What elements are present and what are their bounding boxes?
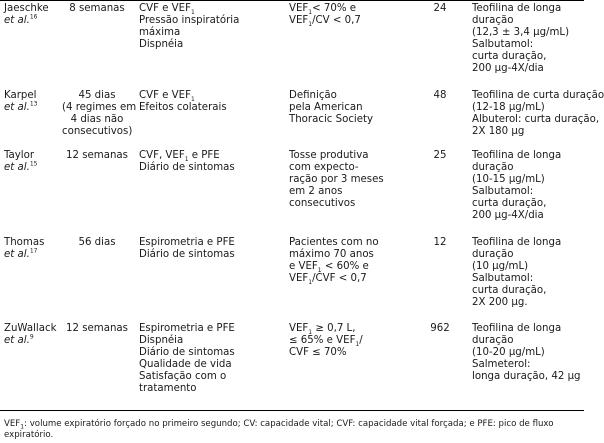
study-measures-line bbox=[139, 371, 279, 383]
inclusion-criteria-subscript: 1 bbox=[308, 9, 313, 17]
treatment-line: curta duração, bbox=[472, 51, 547, 62]
inclusion-criteria-text: ração por 3 meses bbox=[289, 174, 384, 185]
study-measures-line bbox=[139, 102, 279, 114]
inclusion-criteria-text-after: < 70% e bbox=[312, 3, 357, 14]
study-author bbox=[4, 237, 64, 261]
patient-count: 25 bbox=[433, 150, 447, 161]
inclusion-criteria-subscript: 1 bbox=[308, 279, 313, 287]
study-measures-text: Satisfação com o bbox=[139, 371, 227, 382]
study-measures-line bbox=[139, 39, 279, 51]
inclusion-criteria-text: Definição bbox=[289, 90, 337, 101]
study-measures-line bbox=[139, 90, 279, 102]
inclusion-criteria-text: VEF bbox=[289, 15, 309, 26]
study-measures bbox=[139, 323, 279, 395]
author-etal-line bbox=[4, 249, 64, 261]
treatment-line: 200 µg-4X/dia bbox=[472, 210, 544, 221]
study-measures-text: CVF, VEF bbox=[139, 150, 185, 161]
author-etal: et al. bbox=[4, 15, 30, 26]
inclusion-criteria-text: consecutivos bbox=[289, 198, 356, 209]
author-etal: et al. bbox=[4, 335, 30, 346]
treatment-line: (10 µg/mL) bbox=[472, 261, 529, 272]
study-measures-subscript: 1 bbox=[184, 156, 189, 164]
treatment-line: (10-20 µg/mL) bbox=[472, 347, 545, 358]
study-measures-text: Dispnéia bbox=[139, 335, 184, 346]
inclusion-criteria bbox=[289, 323, 417, 359]
inclusion-criteria-text: Thoracic Society bbox=[289, 114, 374, 125]
treatment bbox=[472, 90, 604, 138]
treatment-line: Salbutamol: bbox=[472, 186, 534, 197]
treatment-line: Teofilina de longa bbox=[472, 237, 562, 248]
study-author bbox=[4, 90, 64, 114]
table-footnote bbox=[4, 419, 582, 441]
study-measures bbox=[139, 150, 279, 174]
study-measures-text-after: e PFE bbox=[188, 150, 220, 161]
inclusion-criteria-line bbox=[289, 114, 417, 126]
study-measures-line bbox=[139, 27, 279, 39]
patient-count: 48 bbox=[433, 90, 447, 101]
inclusion-criteria-text: VEF bbox=[289, 323, 309, 334]
study-measures-line bbox=[139, 383, 279, 395]
inclusion-criteria bbox=[289, 237, 417, 285]
treatment-line: Salmeterol: bbox=[472, 359, 531, 370]
inclusion-criteria-text: VEF bbox=[289, 273, 309, 284]
treatment bbox=[472, 323, 584, 383]
study-measures-line bbox=[139, 249, 279, 261]
treatment-line: Teofilina de longa bbox=[472, 150, 562, 161]
study-author bbox=[4, 150, 64, 174]
treatment-line: 200 µg-4X/dia bbox=[472, 63, 544, 74]
inclusion-criteria-line bbox=[289, 237, 417, 249]
inclusion-criteria-text: Tosse produtiva bbox=[289, 150, 369, 161]
inclusion-criteria-text: VEF bbox=[289, 3, 309, 14]
study-measures bbox=[139, 3, 279, 51]
reference-number: 16 bbox=[29, 13, 38, 21]
inclusion-criteria-text-after: ≥ 0,7 L, bbox=[312, 323, 356, 334]
inclusion-criteria-line bbox=[289, 198, 417, 210]
inclusion-criteria-subscript: 1 bbox=[308, 329, 313, 337]
study-measures-text: Diário de sintomas bbox=[139, 162, 235, 173]
inclusion-criteria-text: em 2 anos bbox=[289, 186, 343, 197]
duration-line: 8 semanas bbox=[69, 3, 125, 14]
inclusion-criteria-line bbox=[289, 347, 417, 359]
inclusion-criteria-text: CVF ≤ 70% bbox=[289, 347, 347, 358]
study-measures-text: Dispnéia bbox=[139, 39, 184, 50]
treatment bbox=[472, 237, 584, 309]
inclusion-criteria-line bbox=[289, 90, 417, 102]
treatment-line: curta duração, bbox=[472, 198, 547, 209]
study-measures-line bbox=[139, 3, 279, 15]
author-etal: et al. bbox=[4, 102, 30, 113]
study-author bbox=[4, 3, 64, 27]
study-duration bbox=[62, 150, 132, 162]
reference-number: 17 bbox=[29, 247, 38, 255]
study-measures-line bbox=[139, 323, 279, 335]
study-measures-subscript: 1 bbox=[190, 9, 195, 17]
study-measures-text: Espirometria e PFE bbox=[139, 323, 235, 334]
inclusion-criteria-text: Pacientes com no bbox=[289, 237, 379, 248]
study-measures-line bbox=[139, 15, 279, 27]
inclusion-criteria-text: com expecto- bbox=[289, 162, 359, 173]
author-etal-line bbox=[4, 162, 64, 174]
treatment bbox=[472, 150, 584, 222]
patient-count: 962 bbox=[430, 323, 450, 334]
inclusion-criteria-line bbox=[289, 102, 417, 114]
study-measures-text: Diário de sintomas bbox=[139, 347, 235, 358]
study-measures-subscript: 1 bbox=[190, 96, 195, 104]
study-measures-line bbox=[139, 162, 279, 174]
treatment-line: duração bbox=[472, 335, 514, 346]
inclusion-criteria-text: e VEF bbox=[289, 261, 318, 272]
inclusion-criteria-line bbox=[289, 3, 417, 15]
treatment-line: (12-18 µg/mL) bbox=[472, 102, 545, 113]
reference-number: 9 bbox=[29, 333, 34, 341]
footnote-subscript: 1 bbox=[20, 423, 25, 431]
author-name: Jaeschke bbox=[4, 3, 49, 14]
duration-line: 45 dias bbox=[78, 90, 116, 101]
study-measures-line bbox=[139, 359, 279, 371]
author-name: Karpel bbox=[4, 90, 37, 101]
inclusion-criteria bbox=[289, 150, 417, 210]
study-measures-line bbox=[139, 347, 279, 359]
treatment-line: 2X 180 µg bbox=[472, 126, 525, 137]
study-measures-line bbox=[139, 237, 279, 249]
inclusion-criteria-line bbox=[289, 335, 417, 347]
treatment-line: (10-15 µg/mL) bbox=[472, 174, 545, 185]
footnote-text: : volume expiratório forçado no primeiro segundo; CV: capacidade vital; CVF: capacidade vital forçada; e PFE: pico de fluxo expiratório. bbox=[4, 419, 554, 440]
treatment-line: duração bbox=[472, 15, 514, 26]
duration-line: 12 semanas bbox=[66, 323, 128, 334]
study-measures-line bbox=[139, 150, 279, 162]
treatment-line: Teofilina de longa bbox=[472, 323, 562, 334]
study-author bbox=[4, 323, 64, 347]
treatment-line: Salbutamol: bbox=[472, 39, 534, 50]
study-duration bbox=[62, 237, 132, 249]
patient-count: 12 bbox=[433, 237, 447, 248]
author-name: Taylor bbox=[4, 150, 35, 161]
table-top-rule bbox=[0, 0, 584, 1]
inclusion-criteria-line bbox=[289, 150, 417, 162]
inclusion-criteria-text-after: / bbox=[359, 335, 363, 346]
author-etal-line bbox=[4, 102, 64, 114]
study-measures-text: Pressão inspiratória bbox=[139, 15, 240, 26]
inclusion-criteria-subscript: 1 bbox=[317, 267, 322, 275]
inclusion-criteria-text-after: /CV < 0,7 bbox=[312, 15, 361, 26]
inclusion-criteria-text: ≤ 65% e VEF bbox=[289, 335, 356, 346]
study-measures-text: CVF e VEF bbox=[139, 3, 191, 14]
study-measures-text: Espirometria e PFE bbox=[139, 237, 235, 248]
inclusion-criteria-text: pela American bbox=[289, 102, 363, 113]
author-etal: et al. bbox=[4, 249, 30, 260]
treatment-line: longa duração, 42 µg bbox=[472, 371, 581, 382]
duration-line: 12 semanas bbox=[66, 150, 128, 161]
duration-line: consecutivos) bbox=[62, 126, 133, 137]
study-measures-text: Diário de sintomas bbox=[139, 249, 235, 260]
duration-line: 56 dias bbox=[78, 237, 116, 248]
treatment-line: duração bbox=[472, 249, 514, 260]
study-measures-text: Qualidade de vida bbox=[139, 359, 232, 370]
author-etal: et al. bbox=[4, 162, 30, 173]
table-bottom-rule bbox=[0, 410, 584, 411]
author-name: ZuWallack bbox=[4, 323, 57, 334]
inclusion-criteria-text-after: < 60% e bbox=[321, 261, 369, 272]
treatment-line: curta duração, bbox=[472, 285, 547, 296]
duration-line: 4 dias não bbox=[70, 114, 124, 125]
treatment-line: Teofilina de curta duração bbox=[472, 90, 604, 101]
study-measures-text: máxima bbox=[139, 27, 181, 38]
inclusion-criteria-line bbox=[289, 162, 417, 174]
inclusion-criteria-text: máximo 70 anos bbox=[289, 249, 374, 260]
study-duration bbox=[62, 90, 137, 138]
treatment-line: Salbutamol: bbox=[472, 273, 534, 284]
author-etal-line bbox=[4, 335, 64, 347]
inclusion-criteria-line bbox=[289, 15, 417, 27]
treatment bbox=[472, 3, 584, 75]
reference-number: 13 bbox=[29, 100, 38, 108]
inclusion-criteria-subscript: 1 bbox=[308, 21, 313, 29]
treatment-line: 2X 200 µg. bbox=[472, 297, 528, 308]
inclusion-criteria-subscript: 1 bbox=[355, 341, 360, 349]
study-duration bbox=[62, 3, 132, 15]
patient-count: 24 bbox=[433, 3, 447, 14]
inclusion-criteria bbox=[289, 3, 417, 27]
treatment-line: Albuterol: curta duração, bbox=[472, 114, 600, 125]
inclusion-criteria-line bbox=[289, 273, 417, 285]
author-name: Thomas bbox=[4, 237, 45, 248]
duration-line: (4 regimes em bbox=[62, 102, 137, 113]
inclusion-criteria-line bbox=[289, 174, 417, 186]
inclusion-criteria-line bbox=[289, 261, 417, 273]
study-measures-text: CVF e VEF bbox=[139, 90, 191, 101]
author-etal-line bbox=[4, 15, 64, 27]
study-duration bbox=[62, 323, 132, 335]
study-measures bbox=[139, 90, 279, 114]
study-measures-text: tratamento bbox=[139, 383, 197, 394]
treatment-line: (12,3 ± 3,4 µg/mL) bbox=[472, 27, 570, 38]
reference-number: 15 bbox=[29, 160, 38, 168]
footnote-symbol: VEF bbox=[4, 419, 21, 429]
treatment-line: duração bbox=[472, 162, 514, 173]
inclusion-criteria-line bbox=[289, 249, 417, 261]
treatment-line: Teofilina de longa bbox=[472, 3, 562, 14]
study-measures-text: Efeitos colaterais bbox=[139, 102, 227, 113]
inclusion-criteria-line bbox=[289, 186, 417, 198]
inclusion-criteria bbox=[289, 90, 417, 126]
study-measures-line bbox=[139, 335, 279, 347]
inclusion-criteria-text-after: /CVF < 0,7 bbox=[312, 273, 367, 284]
study-measures bbox=[139, 237, 279, 261]
inclusion-criteria-line bbox=[289, 323, 417, 335]
